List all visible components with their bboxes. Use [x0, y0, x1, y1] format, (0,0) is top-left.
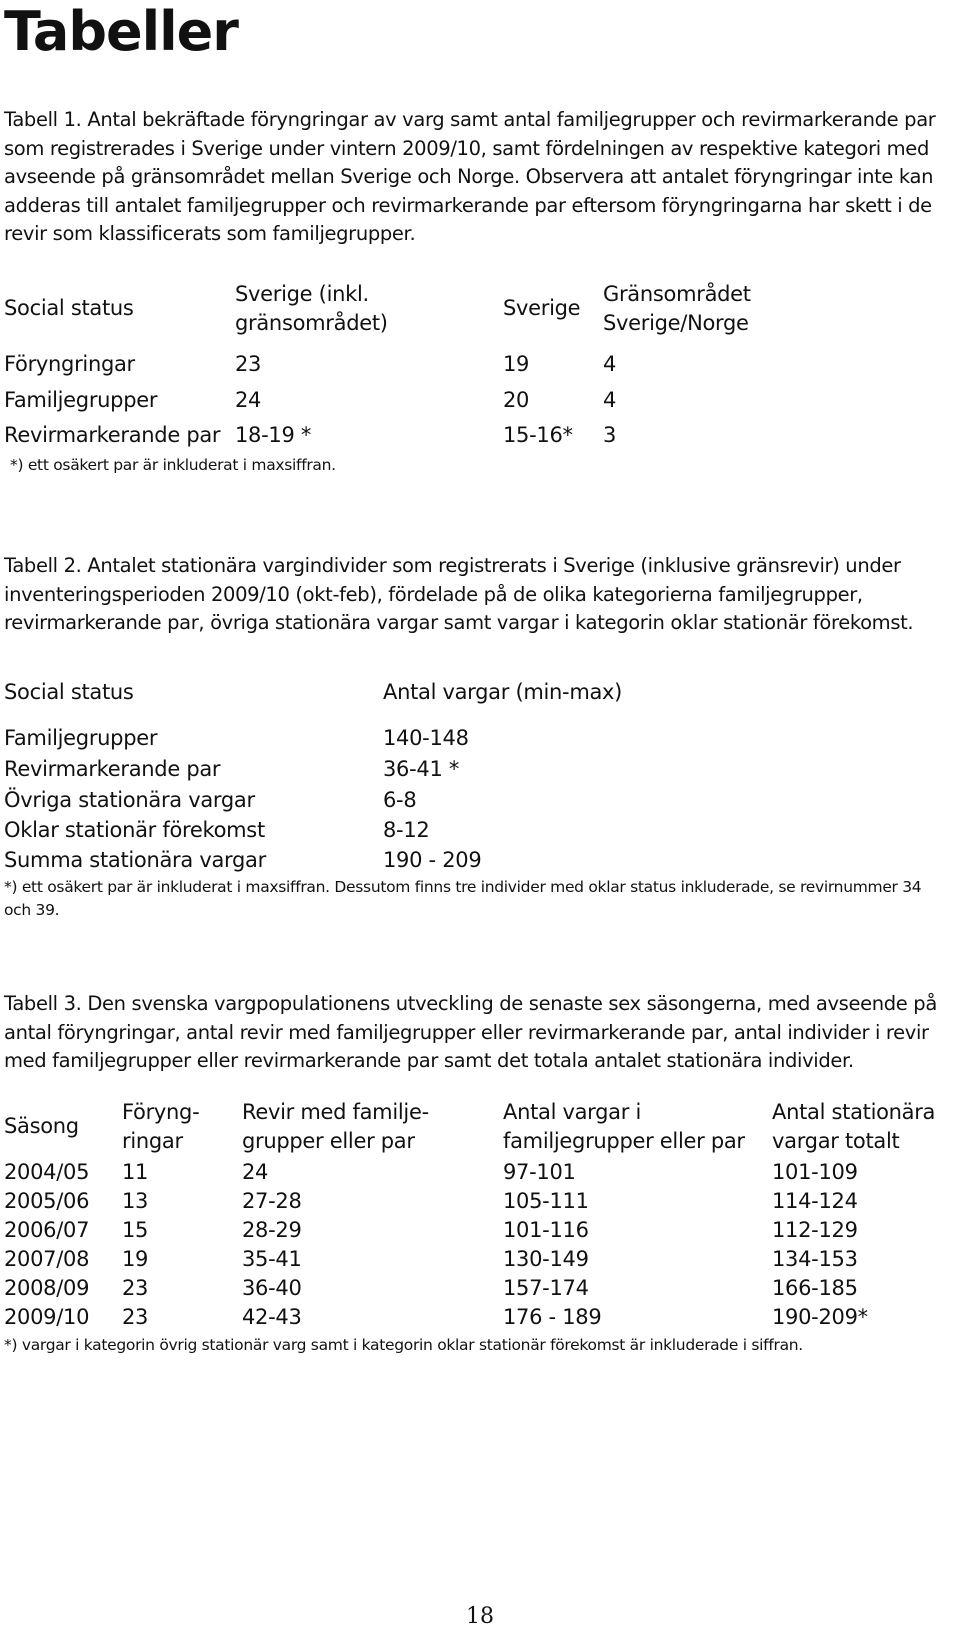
table3-cell: 130-149 — [503, 1247, 589, 1271]
table3-header-antal-vargar — [503, 1098, 745, 1156]
table2-cell: 36-41 * — [383, 757, 460, 781]
table3-cell: 101-109 — [772, 1160, 858, 1184]
table3-header-revir-line1: Revir med familje- — [242, 1100, 429, 1124]
table2-header-antal-vargar: Antal vargar (min-max) — [383, 680, 623, 704]
table3-header-antal-stationara-line1: Antal stationära — [772, 1100, 936, 1124]
table2-cell: 190 - 209 — [383, 848, 482, 872]
table3-cell: 190-209* — [772, 1305, 868, 1329]
table1-header-sverige: Sverige — [503, 296, 581, 320]
table3-caption-text: Den svenska vargpopulationens utveckling de senaste sex säsongerna, med avseende på antal föryngringar, antal revir med familjegrupper eller revirmarkerande par, antal individer i revir med familjegrupper eller revirmarkerande par samt det totala antalet stationära individer. — [4, 992, 937, 1072]
table2-cell: Summa stationära vargar — [4, 848, 266, 872]
table3-cell: 176 - 189 — [503, 1305, 602, 1329]
table2-cell: Övriga stationära vargar — [4, 788, 255, 812]
table3-cell: 101-116 — [503, 1218, 589, 1242]
table3-cell: 2009/10 — [4, 1305, 90, 1329]
table2-header-social-status: Social status — [4, 680, 134, 704]
table3-cell: 2005/06 — [4, 1189, 90, 1213]
table2-cell: 6-8 — [383, 788, 417, 812]
table1-header-sverige-inkl — [235, 280, 388, 338]
table3-cell: 134-153 — [772, 1247, 858, 1271]
table3-cell: 36-40 — [242, 1276, 302, 1300]
table3-label: Tabell 3. — [4, 992, 82, 1015]
table3-cell: 28-29 — [242, 1218, 302, 1242]
table3-cell: 2006/07 — [4, 1218, 90, 1242]
table3-cell: 19 — [122, 1247, 149, 1271]
table3-cell: 97-101 — [503, 1160, 576, 1184]
table1-caption — [4, 106, 954, 249]
table1-header-sverige-inkl-line2: gränsområdet) — [235, 311, 388, 335]
table1-label: Tabell 1. — [4, 108, 82, 131]
table1 — [0, 280, 960, 480]
table3-caption — [4, 990, 954, 1076]
table3-header-sasong: Säsong — [4, 1114, 79, 1138]
table3-cell: 15 — [122, 1218, 149, 1242]
table3-cell: 166-185 — [772, 1276, 858, 1300]
table3-cell: 23 — [122, 1305, 149, 1329]
table3-cell: 157-174 — [503, 1276, 589, 1300]
table1-cell: 23 — [235, 352, 262, 376]
table3-cell: 11 — [122, 1160, 149, 1184]
table3 — [0, 1098, 960, 1358]
table2 — [0, 678, 960, 938]
table2-cell: 140-148 — [383, 726, 469, 750]
table3-cell: 42-43 — [242, 1305, 302, 1329]
table3-header-revir-line2: grupper eller par — [242, 1129, 415, 1153]
table3-cell: 35-41 — [242, 1247, 302, 1271]
table1-footnote: *) ett osäkert par är inkluderat i maxsiffran. — [10, 456, 336, 474]
table3-cell: 105-111 — [503, 1189, 589, 1213]
table1-cell: 3 — [603, 423, 617, 447]
table1-cell: 15-16* — [503, 423, 573, 447]
table1-header-gransomradet-line1: Gränsområdet — [603, 282, 751, 306]
table3-cell: 27-28 — [242, 1189, 302, 1213]
page-number: 18 — [466, 1604, 494, 1629]
table2-caption — [4, 552, 954, 638]
table2-footnote: *) ett osäkert par är inkluderat i maxsiffran. Dessutom finns tre individer med oklar status inkluderade, se revirnummer 34 och 39. — [4, 878, 922, 919]
page-title: Tabeller — [4, 0, 238, 63]
table3-cell: 24 — [242, 1160, 269, 1184]
table1-cell: 19 — [503, 352, 530, 376]
table1-header-gransomradet-line2: Sverige/Norge — [603, 311, 749, 335]
table1-cell: 20 — [503, 388, 530, 412]
table3-header-foryngringar-line2: ringar — [122, 1129, 183, 1153]
table3-header-foryngringar — [122, 1098, 199, 1156]
table1-cell: Föryngringar — [4, 352, 135, 376]
table3-cell: 13 — [122, 1189, 149, 1213]
table3-cell: 114-124 — [772, 1189, 858, 1213]
table2-label: Tabell 2. — [4, 554, 82, 577]
table1-header-gransomradet — [603, 280, 751, 338]
table2-caption-text: Antalet stationära vargindivider som registrerats i Sverige (inklusive gränsrevir) under inventeringsperioden 2009/10 (okt-feb), fördelade på de olika kategorierna familjegrupper, revirmarkerande par, övriga stationära vargar samt vargar i kategorin oklar stationär förekomst. — [4, 554, 914, 634]
table1-cell: Familjegrupper — [4, 388, 158, 412]
table2-cell: Oklar stationär förekomst — [4, 818, 265, 842]
table3-header-foryngringar-line1: Föryng- — [122, 1100, 200, 1124]
table3-header-revir — [242, 1098, 429, 1156]
table3-cell: 112-129 — [772, 1218, 858, 1242]
table2-cell: Revirmarkerande par — [4, 757, 221, 781]
table1-cell: Revirmarkerande par — [4, 423, 221, 447]
table3-footnote: *) vargar i kategorin övrig stationär varg samt i kategorin oklar stationär förekomst är inkluderade i siffran. — [4, 1336, 803, 1354]
table2-cell: 8-12 — [383, 818, 430, 842]
table3-header-antal-stationara-line2: vargar totalt — [772, 1129, 900, 1153]
table1-header-social-status: Social status — [4, 296, 134, 320]
table1-header-sverige-inkl-line1: Sverige (inkl. — [235, 282, 369, 306]
table1-cell: 18-19 * — [235, 423, 312, 447]
table1-cell: 4 — [603, 388, 617, 412]
table3-cell: 2008/09 — [4, 1276, 90, 1300]
table3-cell: 23 — [122, 1276, 149, 1300]
table1-cell: 4 — [603, 352, 617, 376]
table3-header-antal-stationara — [772, 1098, 935, 1156]
table3-header-antal-vargar-line2: familjegrupper eller par — [503, 1129, 745, 1153]
table3-cell: 2007/08 — [4, 1247, 90, 1271]
table1-caption-text: Antal bekräftade föryngringar av varg samt antal familjegrupper och revirmarkerande par som registrerades i Sverige under vintern 2009/10, samt fördelningen av respektive kategori med avseende på gränsområdet mellan Sverige och Norge. Observera att antalet föryngringar inte kan adderas till antalet familjegrupper och revirmarkerande par eftersom föryngringarna har skett i de revir som klassificerats som familjegrupper. — [4, 108, 936, 245]
table1-cell: 24 — [235, 388, 262, 412]
table2-cell: Familjegrupper — [4, 726, 158, 750]
table3-header-antal-vargar-line1: Antal vargar i — [503, 1100, 641, 1124]
table3-cell: 2004/05 — [4, 1160, 90, 1184]
